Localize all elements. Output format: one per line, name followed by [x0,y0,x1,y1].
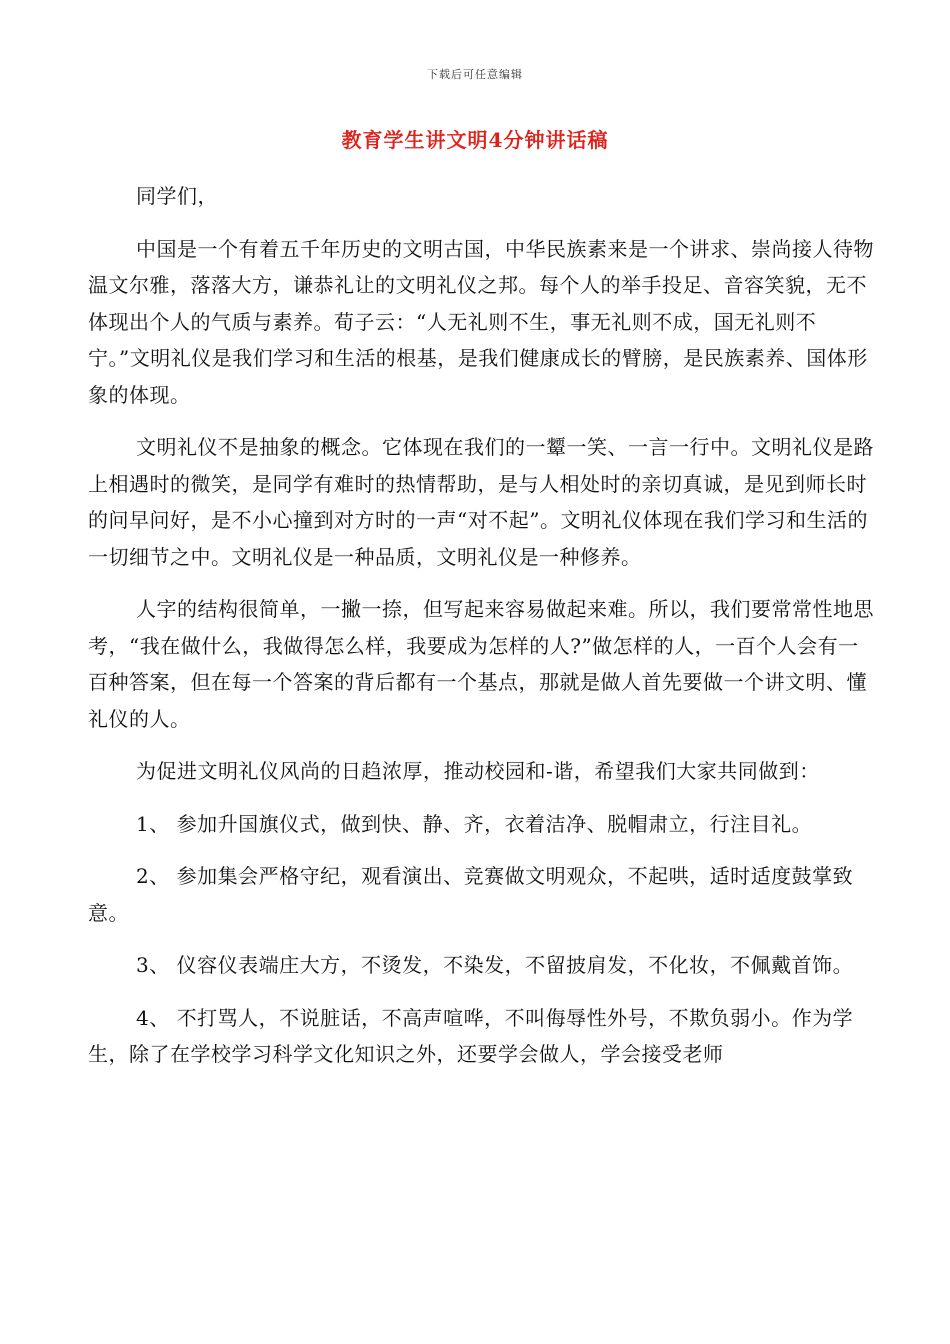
list-item: 1、 参加升国旗仪式，做到快、静、齐，衣着洁净、脱帽肃立，行注目礼。 [136,811,813,836]
header-note: 下载后可任意编辑 [427,68,523,81]
list-item: 4、 不打骂人，不说脏话，不高声喧哗，不叫侮辱性外号，不欺负弱小。作为学生，除了在学校学习科学文化知识之外，还要学会做人，学会接受老师 [88,1005,854,1066]
body-paragraph: 为促进文明礼仪风尚的日趋浓厚，推动校园和-谐，希望我们大家共同做到： [136,759,820,783]
list-item: 2、 参加集会严格守纪，观看演出、竞赛做文明观众，不起哄，适时适度鼓掌致意。 [88,864,854,925]
body-paragraph: 中国是一个有着五千年历史的文明古国，中华民族素来是一个讲求、崇尚接人待物温文尔雅，落落大方，谦恭礼让的文明礼仪之邦。每个人的举手投足、音容笑貌，无不体现出个人的气质与素养。荀子云：“人无礼则不生，事无礼则不成，国无礼则不宁。”文明礼仪是我们学习和生活的根基，是我们健康成长的臂膀，是民族素养、国体形象的体现。 [88,236,874,407]
list-item: 3、 仪容仪表端庄大方，不烫发，不染发，不留披肩发，不化妆，不佩戴首饰。 [136,953,854,977]
body-paragraph: 文明礼仪不是抽象的概念。它体现在我们的一颦一笑、一言一行中。文明礼仪是路上相遇时的微笑，是同学有难时的热情帮助，是与人相处时的亲切真诚，是见到师长时的问早问好，是不小心撞到对方时的一声“对不起”。文明礼仪体现在我们学习和生活的一切细节之中。文明礼仪是一种品质，文明礼仪是一种修养。 [88,435,874,569]
body-paragraph: 人字的结构很简单，一撇一捺，但写起来容易做起来难。所以，我们要常常性地思考，“我在做什么，我做得怎么样，我要成为怎样的人?”做怎样的人，一百个人会有一百种答案，但在每一个答案的背后都有一个基点，那就是做人首先要做一个讲文明、懂礼仪的人。 [88,597,874,731]
page-title: 教育学生讲文明4分钟讲话稿 [341,128,609,152]
greeting-paragraph: 同学们， [136,184,218,208]
document-body [88,178,878,1089]
